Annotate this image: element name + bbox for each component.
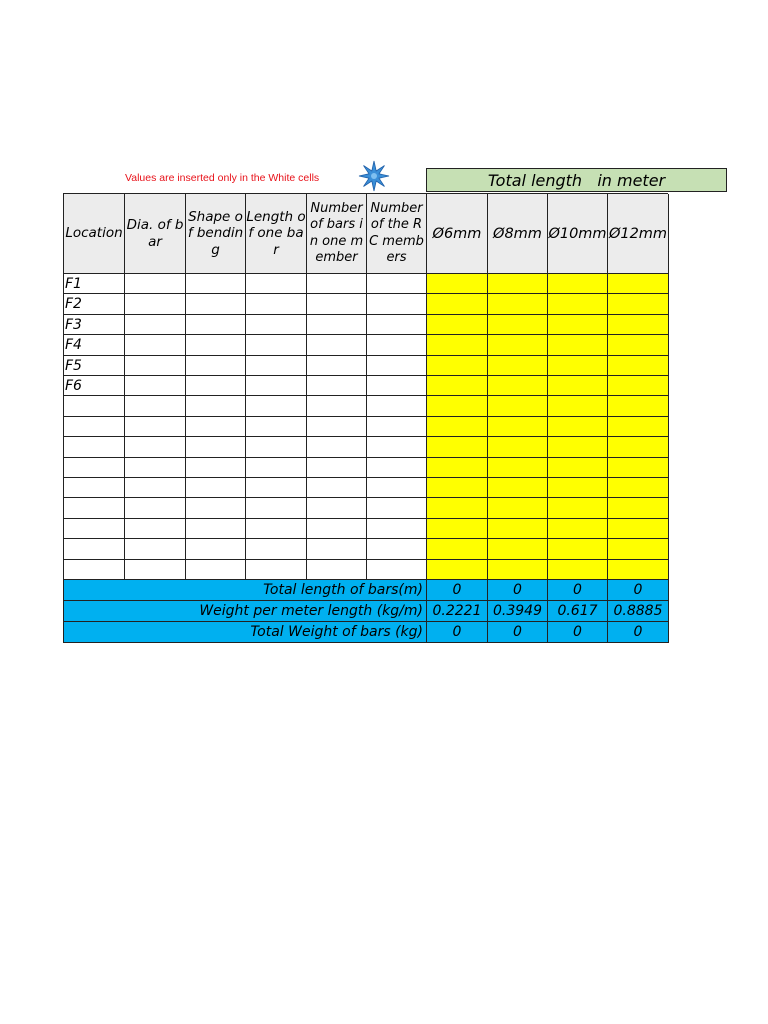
row-location-cell[interactable] bbox=[64, 417, 125, 437]
input-cell[interactable] bbox=[307, 417, 367, 437]
input-cell[interactable] bbox=[246, 498, 307, 518]
row-location-cell[interactable]: F6 bbox=[64, 376, 125, 396]
computed-length-cell bbox=[427, 376, 488, 396]
row-location-cell[interactable]: F2 bbox=[64, 294, 125, 314]
input-cell[interactable] bbox=[367, 294, 427, 314]
input-cell[interactable] bbox=[125, 498, 186, 518]
input-cell[interactable] bbox=[186, 478, 246, 498]
input-cell[interactable] bbox=[186, 498, 246, 518]
input-cell[interactable] bbox=[125, 478, 186, 498]
input-cell[interactable] bbox=[186, 376, 246, 396]
total-weight-row-label: Total Weight of bars (kg) bbox=[64, 622, 427, 643]
row-location-cell[interactable] bbox=[64, 519, 125, 539]
computed-length-cell bbox=[488, 437, 548, 457]
input-cell[interactable] bbox=[125, 376, 186, 396]
input-cell[interactable] bbox=[367, 315, 427, 335]
total-length-row-value: 0 bbox=[488, 580, 548, 601]
computed-length-cell bbox=[608, 274, 669, 294]
input-cell[interactable] bbox=[186, 274, 246, 294]
input-cell[interactable] bbox=[186, 335, 246, 355]
row-location-cell[interactable]: F4 bbox=[64, 335, 125, 355]
header-dia-8mm bbox=[488, 194, 548, 274]
computed-length-cell bbox=[548, 315, 608, 335]
input-cell[interactable] bbox=[307, 478, 367, 498]
computed-length-cell bbox=[488, 294, 548, 314]
header-bar-diameter bbox=[125, 194, 186, 274]
input-cell[interactable] bbox=[125, 417, 186, 437]
computed-length-cell bbox=[548, 437, 608, 457]
input-cell[interactable] bbox=[307, 519, 367, 539]
rebar-table bbox=[63, 193, 668, 643]
input-cell[interactable] bbox=[125, 539, 186, 559]
input-cell[interactable] bbox=[367, 478, 427, 498]
computed-length-cell bbox=[488, 560, 548, 580]
computed-length-cell bbox=[548, 294, 608, 314]
input-cell[interactable] bbox=[307, 376, 367, 396]
computed-length-cell bbox=[548, 458, 608, 478]
input-cell[interactable] bbox=[367, 498, 427, 518]
header-length-of-one-bar bbox=[246, 194, 307, 274]
computed-length-cell bbox=[427, 478, 488, 498]
computed-length-cell bbox=[608, 519, 669, 539]
input-cell[interactable] bbox=[246, 519, 307, 539]
computed-length-cell bbox=[488, 315, 548, 335]
total-length-row-value: 0 bbox=[608, 580, 669, 601]
computed-length-cell bbox=[427, 315, 488, 335]
computed-length-cell bbox=[548, 539, 608, 559]
input-cell[interactable] bbox=[125, 458, 186, 478]
computed-length-cell bbox=[488, 478, 548, 498]
input-cell[interactable] bbox=[246, 437, 307, 457]
input-cell[interactable] bbox=[125, 274, 186, 294]
input-cell[interactable] bbox=[367, 437, 427, 457]
input-cell[interactable] bbox=[367, 519, 427, 539]
total-weight-row-value: 0 bbox=[488, 622, 548, 643]
star-icon bbox=[358, 160, 390, 192]
input-cell[interactable] bbox=[367, 539, 427, 559]
header-dia-12mm-label: Ø12mm bbox=[608, 225, 668, 242]
computed-length-cell bbox=[548, 519, 608, 539]
weight-per-meter-row-label: Weight per meter length (kg/m) bbox=[64, 601, 427, 622]
computed-length-cell bbox=[608, 335, 669, 355]
computed-length-cell bbox=[548, 356, 608, 376]
computed-length-cell bbox=[548, 376, 608, 396]
input-cell[interactable] bbox=[367, 335, 427, 355]
input-cell[interactable] bbox=[186, 519, 246, 539]
input-cell[interactable] bbox=[246, 539, 307, 559]
input-cell[interactable] bbox=[125, 294, 186, 314]
row-location-cell[interactable]: F3 bbox=[64, 315, 125, 335]
computed-length-cell bbox=[427, 437, 488, 457]
computed-length-cell bbox=[608, 458, 669, 478]
input-cell[interactable] bbox=[186, 539, 246, 559]
input-cell[interactable] bbox=[246, 294, 307, 314]
computed-length-cell bbox=[427, 356, 488, 376]
computed-length-cell bbox=[608, 315, 669, 335]
row-location-cell[interactable] bbox=[64, 478, 125, 498]
computed-length-cell bbox=[427, 294, 488, 314]
total-weight-row-value: 0 bbox=[427, 622, 488, 643]
weight-per-meter-row-value: 0.8885 bbox=[608, 601, 669, 622]
input-cell[interactable] bbox=[186, 458, 246, 478]
total-length-row-label: Total length of bars(m) bbox=[64, 580, 427, 601]
computed-length-cell bbox=[608, 560, 669, 580]
input-cell[interactable] bbox=[367, 274, 427, 294]
computed-length-cell bbox=[608, 417, 669, 437]
computed-length-cell bbox=[427, 519, 488, 539]
input-cell[interactable] bbox=[186, 315, 246, 335]
computed-length-cell bbox=[427, 396, 488, 416]
input-cell[interactable] bbox=[246, 376, 307, 396]
header-number-of-members bbox=[367, 194, 427, 274]
header-dia-8mm-label: Ø8mm bbox=[493, 225, 542, 242]
computed-length-cell bbox=[548, 478, 608, 498]
input-cell[interactable] bbox=[307, 396, 367, 416]
row-location-cell[interactable]: F5 bbox=[64, 356, 125, 376]
total-length-row-value: 0 bbox=[427, 580, 488, 601]
input-cell[interactable] bbox=[125, 519, 186, 539]
input-cell[interactable] bbox=[307, 458, 367, 478]
input-cell[interactable] bbox=[307, 274, 367, 294]
header-bar-diameter-label: Dia. of bar bbox=[126, 217, 184, 250]
total-weight-row-value: 0 bbox=[608, 622, 669, 643]
total-length-title: Total length in meter bbox=[426, 168, 727, 192]
computed-length-cell bbox=[608, 437, 669, 457]
input-cell[interactable] bbox=[125, 356, 186, 376]
row-location-cell[interactable] bbox=[64, 539, 125, 559]
weight-per-meter-row-value: 0.2221 bbox=[427, 601, 488, 622]
input-cell[interactable] bbox=[367, 356, 427, 376]
input-cell[interactable] bbox=[125, 335, 186, 355]
computed-length-cell bbox=[427, 417, 488, 437]
input-cell[interactable] bbox=[307, 356, 367, 376]
computed-length-cell bbox=[488, 376, 548, 396]
header-length-of-one-bar-label: Length of one bar bbox=[246, 208, 306, 258]
computed-length-cell bbox=[608, 294, 669, 314]
input-cell[interactable] bbox=[125, 437, 186, 457]
input-cell[interactable] bbox=[246, 356, 307, 376]
computed-length-cell bbox=[608, 356, 669, 376]
computed-length-cell bbox=[488, 498, 548, 518]
input-cell[interactable] bbox=[307, 560, 367, 580]
row-location-cell[interactable] bbox=[64, 498, 125, 518]
input-cell[interactable] bbox=[246, 335, 307, 355]
row-location-cell[interactable]: F1 bbox=[64, 274, 125, 294]
header-number-of-bars-label: Number of bars in one member bbox=[309, 200, 364, 265]
computed-length-cell bbox=[427, 560, 488, 580]
computed-length-cell bbox=[488, 458, 548, 478]
input-cell[interactable] bbox=[307, 335, 367, 355]
computed-length-cell bbox=[488, 519, 548, 539]
header-dia-6mm-label: Ø6mm bbox=[432, 225, 482, 242]
total-weight-row-value: 0 bbox=[548, 622, 608, 643]
header-dia-6mm bbox=[427, 194, 488, 274]
input-cell[interactable] bbox=[246, 417, 307, 437]
input-cell[interactable] bbox=[307, 294, 367, 314]
header-location-label: Location bbox=[65, 225, 123, 242]
input-cell[interactable] bbox=[246, 478, 307, 498]
header-number-of-bars bbox=[307, 194, 367, 274]
input-cell[interactable] bbox=[186, 396, 246, 416]
input-cell[interactable] bbox=[246, 396, 307, 416]
input-cell[interactable] bbox=[125, 315, 186, 335]
input-cell[interactable] bbox=[246, 560, 307, 580]
weight-per-meter-row-value: 0.3949 bbox=[488, 601, 548, 622]
header-number-of-members-label: Number of the RC members bbox=[369, 200, 424, 265]
row-location-cell[interactable] bbox=[64, 560, 125, 580]
computed-length-cell bbox=[608, 376, 669, 396]
input-cell[interactable] bbox=[307, 539, 367, 559]
computed-length-cell bbox=[488, 274, 548, 294]
row-location-cell[interactable] bbox=[64, 437, 125, 457]
row-location-cell[interactable] bbox=[64, 458, 125, 478]
header-dia-10mm bbox=[548, 194, 608, 274]
weight-per-meter-row-value: 0.617 bbox=[548, 601, 608, 622]
header-dia-10mm-label: Ø10mm bbox=[548, 225, 607, 242]
total-length-row-value: 0 bbox=[548, 580, 608, 601]
input-cell[interactable] bbox=[186, 437, 246, 457]
computed-length-cell bbox=[608, 498, 669, 518]
computed-length-cell bbox=[608, 539, 669, 559]
input-cell[interactable] bbox=[307, 498, 367, 518]
computed-length-cell bbox=[488, 335, 548, 355]
computed-length-cell bbox=[608, 478, 669, 498]
computed-length-cell bbox=[608, 396, 669, 416]
header-shape-of-bending bbox=[186, 194, 246, 274]
row-location-cell[interactable] bbox=[64, 396, 125, 416]
input-cell[interactable] bbox=[186, 560, 246, 580]
computed-length-cell bbox=[488, 417, 548, 437]
computed-length-cell bbox=[427, 498, 488, 518]
input-cell[interactable] bbox=[246, 315, 307, 335]
input-cell[interactable] bbox=[186, 417, 246, 437]
input-cell[interactable] bbox=[367, 560, 427, 580]
computed-length-cell bbox=[427, 458, 488, 478]
input-cell[interactable] bbox=[307, 437, 367, 457]
header-location bbox=[64, 194, 125, 274]
input-cell[interactable] bbox=[367, 376, 427, 396]
instruction-note: Values are inserted only in the White cells bbox=[125, 172, 320, 184]
computed-length-cell bbox=[488, 396, 548, 416]
computed-length-cell bbox=[548, 417, 608, 437]
input-cell[interactable] bbox=[367, 417, 427, 437]
computed-length-cell bbox=[427, 335, 488, 355]
input-cell[interactable] bbox=[125, 396, 186, 416]
computed-length-cell bbox=[548, 498, 608, 518]
input-cell[interactable] bbox=[125, 560, 186, 580]
input-cell[interactable] bbox=[186, 356, 246, 376]
header-shape-of-bending-label: Shape of bending bbox=[187, 208, 244, 258]
input-cell[interactable] bbox=[307, 315, 367, 335]
header-dia-12mm bbox=[608, 194, 669, 274]
computed-length-cell bbox=[488, 539, 548, 559]
input-cell[interactable] bbox=[186, 294, 246, 314]
computed-length-cell bbox=[548, 335, 608, 355]
input-cell[interactable] bbox=[367, 396, 427, 416]
computed-length-cell bbox=[427, 274, 488, 294]
computed-length-cell bbox=[488, 356, 548, 376]
input-cell[interactable] bbox=[367, 458, 427, 478]
computed-length-cell bbox=[548, 560, 608, 580]
computed-length-cell bbox=[548, 274, 608, 294]
input-cell[interactable] bbox=[246, 274, 307, 294]
computed-length-cell bbox=[548, 396, 608, 416]
input-cell[interactable] bbox=[246, 458, 307, 478]
computed-length-cell bbox=[427, 539, 488, 559]
